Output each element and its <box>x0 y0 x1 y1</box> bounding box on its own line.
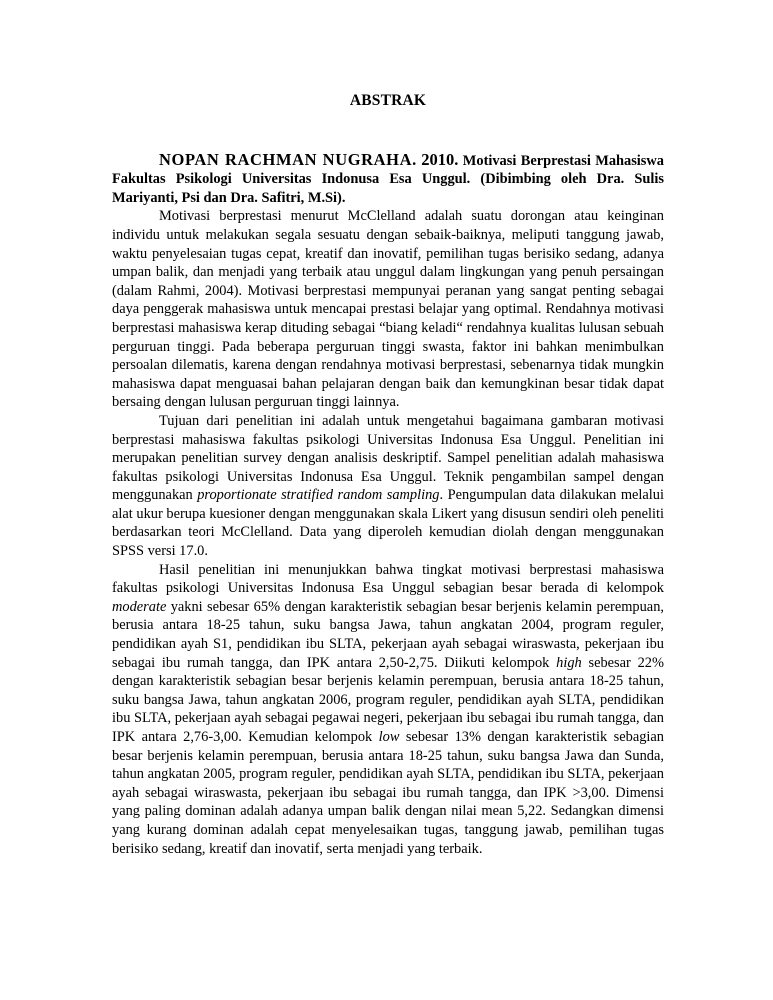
paragraph-method-text-1: Tujuan dari penelitian ini adalah untuk mengetahui bagaimana gambaran motivasi berprestasi mahasiswa fakultas psikologi Universitas Indonusa Esa Unggul. Penelitian ini merupakan penelitian survey dengan analisis deskriptif. Sampel penelitian adalah mahasiswa fakultas psikologi Universitas Indonusa Esa Unggul. Teknik pengambilan sampel dengan menggunakan <box>112 412 664 504</box>
thesis-title-and-advisors: Motivasi Berprestasi Mahasiswa Fakultas Psikologi Universitas Indonusa Esa Unggul. (Dibimbing oleh Dra. Sulis Mariyanti, Psi dan Dra. Safitri, M.Si). <box>112 152 664 206</box>
paragraph-method <box>112 412 664 561</box>
author-citation <box>112 151 664 208</box>
page-title: ABSTRAK <box>349 92 427 109</box>
group-low-term: low <box>378 729 400 745</box>
group-moderate-term: moderate <box>112 598 167 615</box>
paragraph-results-text-1: Hasil penelitian ini menunjukkan bahwa tingkat motivasi berprestasi mahasiswa fakultas psikologi Universitas Indonusa Esa Unggul sebagian besar berada di kelompok <box>112 561 664 597</box>
group-high-term: high <box>556 654 582 671</box>
paragraph-background <box>112 207 664 412</box>
paragraph-background-text: Motivasi berprestasi menurut McClelland adalah suatu dorongan atau keinginan individu untuk melakukan segala sesuatu dengan sebaik-baiknya, meliputi tanggung jawab, waktu penyelesaian tugas cepat, kreatif dan inovatif, pemilihan tugas berisiko sedang, adanya umpan balik, dan menjadi yang terbaik atau unggul dalam lingkungan yang penuh persaingan (dalam Rahmi, 2004). Motivasi berprestasi mempunyai peranan yang sangat penting sebagai daya penggerak mahasiswa untuk mencapai prestasi belajar yang optimal. Rendahnya motivasi berprestasi mahasiswa kerap dituding sebagai “biang keladi“ rendahnya kualitas lulusan sebuah perguruan tinggi. Pada beberapa perguruan tinggi swasta, faktor ini bahkan menimbulkan persoalan dilematis, karena dengan rendahnya motivasi berprestasi, sebenarnya tidak mungkin mahasiswa dapat menguasai bahan pelajaran dengan baik dan kemungkinan besar tidak dapat bersaing dengan lulusan perguruan tinggi lainnya. <box>112 208 664 411</box>
paragraph-results-text-2: yakni sebesar 65% dengan karakteristik sebagian besar berjenis kelamin perempuan, berusia antara 18-25 tahun, suku bangsa Jawa, tahun angkatan 2004, program reguler, pendidikan ayah S1, pendidikan ibu SLTA, pekerjaan ayah sebagai wiraswasta, pekerjaan ibu sebagai ibu rumah tangga, dan IPK antara 2,50-2,75. Diikuti kelompok <box>112 598 664 671</box>
paragraph-results-text-3: sebesar 22% dengan karakteristik sebagian besar berjenis kelamin perempuan, berusia antara 18-25 tahun, suku bangsa Jawa, tahun angkatan 2006, program reguler, pendidikan ayah SLTA, pendidikan ibu SLTA, pekerjaan ayah sebagai pegawai negeri, pekerjaan ibu sebagai ibu rumah tangga, dan IPK antara 2,76-3,00. Kemudian kelompok <box>112 654 664 745</box>
author-name: NOPAN RACHMAN NUGRAHA. <box>159 149 417 169</box>
sampling-technique-term: proportionate stratified random sampling <box>197 487 440 504</box>
paragraph-results <box>112 561 664 859</box>
paragraph-results-text-4: sebesar 13% dengan karakteristik sebagian besar berjenis kelamin perempuan, berusia antara 18-25 tahun, suku bangsa Jawa dan Sunda, tahun angkatan 2005, program reguler, pendidikan ayah SLTA, pendidikan ibu SLTA, pekerjaan ayah sebagai wiraswasta, pekerjaan ibu sebagai ibu rumah tangga, dan IPK >3,00. Dimensi yang paling dominan adalah adanya umpan balik dengan nilai mean 5,22. Sedangkan dimensi yang kurang dominan adalah cepat menyelesaikan tugas, tanggung jawab, pemilihan tugas berisiko sedang, kreatif dan inovatif, serta menjadi yang terbaik. <box>112 729 664 857</box>
paragraph-method-text-2: . Pengumpulan data dilakukan melalui alat ukur berupa kuesioner dengan menggunakan skala Likert yang disusun sendiri oleh peneliti berdasarkan teori McClelland. Data yang diperoleh kemudian diolah dengan menggunakan SPSS versi 17.0. <box>112 487 664 560</box>
publication-year: 2010. <box>421 149 459 169</box>
abstract-page <box>112 92 664 858</box>
